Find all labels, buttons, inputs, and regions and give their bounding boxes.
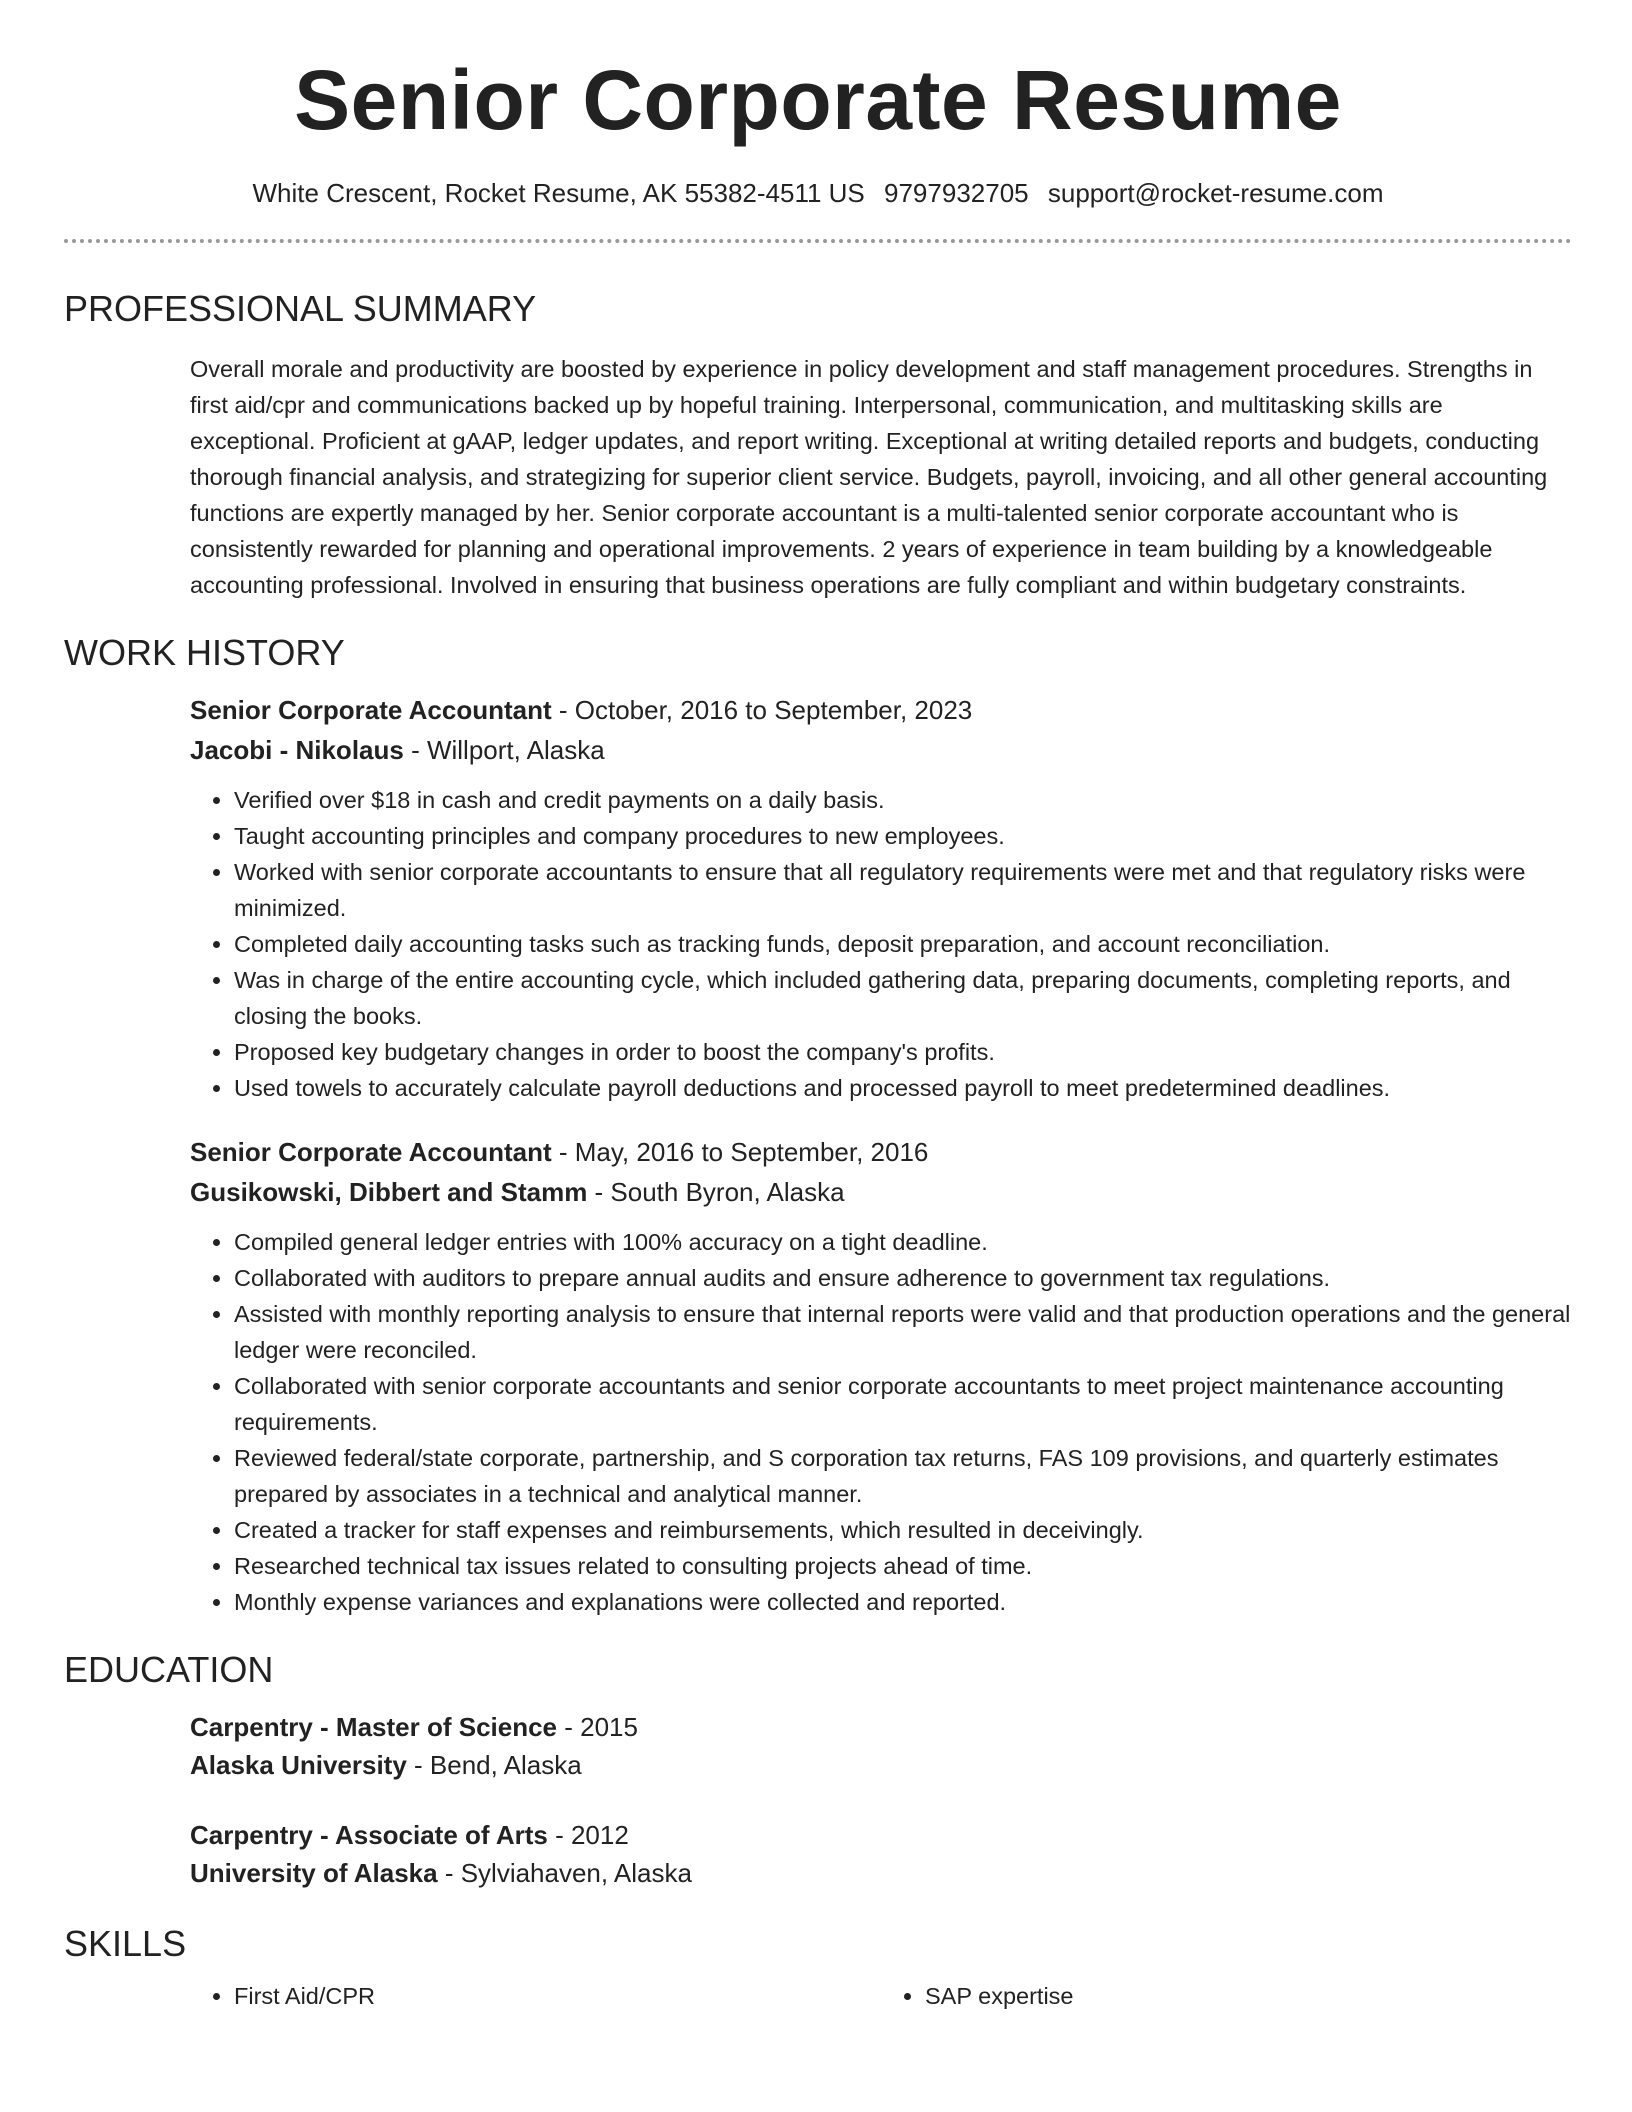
skills-list-right xyxy=(881,1978,1572,2014)
list-item: • Proposed key budgetary changes in order to boost the company's profits. xyxy=(234,1034,1572,1070)
resume-page xyxy=(64,0,1572,2014)
header-divider xyxy=(64,239,1572,243)
education-degree: Carpentry - Associate of Arts xyxy=(190,1819,548,1850)
list-item: • Taught accounting principles and company procedures to new employees. xyxy=(234,818,1572,854)
education-section xyxy=(190,1708,1572,1892)
summary-section xyxy=(190,351,1572,603)
job-title: Senior Corporate Accountant xyxy=(190,1137,552,1168)
education-entry xyxy=(190,1816,1572,1892)
list-item: • Reviewed federal/state corporate, partnership, and S corporation tax returns, FAS 109 provisions, and quarterly estimates prepared by associates in a technical and analytical manner. xyxy=(234,1440,1572,1512)
list-item: • SAP expertise xyxy=(925,1978,1572,2014)
education-school-line xyxy=(190,1854,1572,1892)
job-dates: - May, 2016 to September, 2016 xyxy=(551,1137,929,1168)
skills-heading: SKILLS xyxy=(64,1922,187,1964)
job-company-line xyxy=(190,1172,1572,1212)
summary-text: Overall morale and productivity are boosted by experience in policy development and staff management procedures. Strengths in first aid/cpr and communications backed up by hopeful training. Interpersonal, communication, and multitasking skills are exceptional. Proficient at gAAP, ledger updates, and report writing. Exceptional at writing detailed reports and budgets, conducting thorough financial analysis, and strategizing for superior client service. Budgets, payroll, invoicing, and all other general accounting functions are expertly managed by her. Senior corporate accountant is a multi-talented senior corporate accountant who is consistently rewarded for planning and operational improvements. 2 years of experience in team building by a knowledgeable accounting professional. Involved in ensuring that business operations are fully compliant and within budgetary constraints. xyxy=(190,355,1548,598)
contact-line xyxy=(64,178,1572,209)
list-item: • Created a tracker for staff expenses and reimbursements, which resulted in deceivingly. xyxy=(234,1512,1572,1548)
education-year: - 2015 xyxy=(557,1711,638,1742)
education-school: University of Alaska xyxy=(190,1857,438,1888)
list-item: • Verified over $18 in cash and credit payments on a daily basis. xyxy=(234,782,1572,818)
resume-title: Senior Corporate Resume xyxy=(294,53,1342,147)
job-company: Jacobi - Nikolaus xyxy=(190,735,404,766)
education-location: - Sylviahaven, Alaska xyxy=(437,1857,692,1888)
education-degree-line xyxy=(190,1708,1572,1746)
job-company: Gusikowski, Dibbert and Stamm xyxy=(190,1177,588,1208)
contact-phone: 9797932705 xyxy=(884,178,1029,208)
job-bullets xyxy=(190,1224,1572,1620)
list-item: • Used towels to accurately calculate payroll deductions and processed payroll to meet predetermined deadlines. xyxy=(234,1070,1572,1106)
list-item: • First Aid/CPR xyxy=(234,1978,881,2014)
contact-email: support@rocket-resume.com xyxy=(1047,178,1384,208)
list-item: • Collaborated with auditors to prepare annual audits and ensure adherence to government tax regulations. xyxy=(234,1260,1572,1296)
list-item: • Assisted with monthly reporting analysis to ensure that internal reports were valid and that production operations and the general ledger were reconciled. xyxy=(234,1296,1572,1368)
education-location: - Bend, Alaska xyxy=(406,1749,582,1780)
education-entry xyxy=(190,1708,1572,1784)
job-location: - South Byron, Alaska xyxy=(587,1177,845,1208)
job-title-line xyxy=(190,1132,1572,1172)
job-company-line xyxy=(190,730,1572,770)
job-title-line xyxy=(190,690,1572,730)
skills-list-left xyxy=(190,1978,881,2014)
list-item: • Researched technical tax issues related to consulting projects ahead of time. xyxy=(234,1548,1572,1584)
work-history-heading: WORK HISTORY xyxy=(64,631,345,673)
education-degree-line xyxy=(190,1816,1572,1854)
education-degree: Carpentry - Master of Science xyxy=(190,1711,558,1742)
job-bullets xyxy=(190,782,1572,1106)
job-location: - Willport, Alaska xyxy=(403,735,605,766)
job-entry xyxy=(190,690,1572,1106)
education-school: Alaska University xyxy=(190,1749,407,1780)
job-entry xyxy=(190,1132,1572,1620)
skills-section xyxy=(190,1978,1572,2014)
summary-heading: PROFESSIONAL SUMMARY xyxy=(64,288,537,330)
job-dates: - October, 2016 to September, 2023 xyxy=(551,695,973,726)
list-item: • Completed daily accounting tasks such as tracking funds, deposit preparation, and account reconciliation. xyxy=(234,926,1572,962)
list-item: • Monthly expense variances and explanations were collected and reported. xyxy=(234,1584,1572,1620)
list-item: • Collaborated with senior corporate accountants and senior corporate accountants to meet project maintenance accounting requirements. xyxy=(234,1368,1572,1440)
job-title: Senior Corporate Accountant xyxy=(190,695,552,726)
list-item: • Was in charge of the entire accounting cycle, which included gathering data, preparing documents, completing reports, and closing the books. xyxy=(234,962,1572,1034)
education-school-line xyxy=(190,1746,1572,1784)
contact-address: White Crescent, Rocket Resume, AK 55382-4511 US xyxy=(252,178,865,208)
education-heading: EDUCATION xyxy=(64,1649,274,1691)
list-item: • Compiled general ledger entries with 100% accuracy on a tight deadline. xyxy=(234,1224,1572,1260)
education-year: - 2012 xyxy=(547,1819,629,1850)
work-history-section xyxy=(190,690,1572,1620)
list-item: • Worked with senior corporate accountants to ensure that all regulatory requirements were met and that regulatory risks were minimized. xyxy=(234,854,1572,926)
